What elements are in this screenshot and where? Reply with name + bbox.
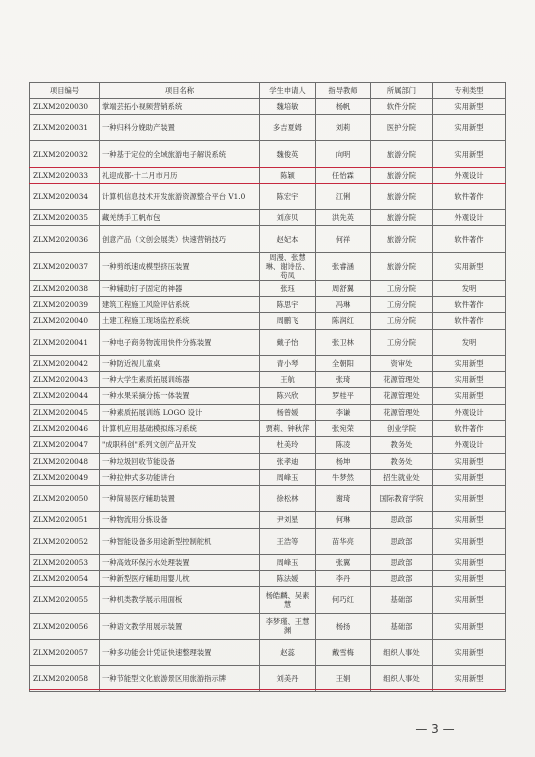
patent-type-cell: 实用新型	[433, 372, 506, 388]
header-department: 所属部门	[371, 83, 433, 99]
project-name-cell: 一种节能型文化旅游景区用旅游指示牌	[100, 665, 260, 691]
table-row	[30, 210, 506, 226]
project-id-cell: ZLXM2020056	[30, 613, 100, 639]
student-cell: 周峰玉	[260, 554, 316, 570]
student-cell: 徐松林	[260, 486, 316, 512]
department-cell: 医护分院	[371, 115, 433, 141]
page-number: — 3 —	[415, 722, 455, 736]
project-name-cell: 一种剪纸速成模型挤压装置	[100, 252, 260, 280]
student-cell: 魏俊英	[260, 141, 316, 167]
project-name-cell: 一种物流用分拣设备	[100, 512, 260, 528]
patent-type-cell: 实用新型	[433, 554, 506, 570]
table-row	[30, 183, 506, 209]
project-id-cell: ZLXM2020049	[30, 469, 100, 485]
project-name-cell: 一种辅助钉子固定的神器	[100, 280, 260, 296]
student-cell: 陈思宇	[260, 296, 316, 312]
patent-type-cell: 实用新型	[433, 486, 506, 512]
patent-type-cell: 外观设计	[433, 404, 506, 420]
patent-type-cell: 发明	[433, 329, 506, 355]
table-row	[30, 388, 506, 404]
patent-type-cell: 实用新型	[433, 665, 506, 691]
table-row	[30, 587, 506, 613]
header-teacher: 指导教师	[316, 83, 371, 99]
teacher-cell: 张琦	[316, 372, 371, 388]
header-student: 学生申请人	[260, 83, 316, 99]
project-id-cell: ZLXM2020037	[30, 252, 100, 280]
student-cell: 周鹏飞	[260, 313, 316, 329]
department-cell: 教务处	[371, 453, 433, 469]
teacher-cell: 张卫林	[316, 329, 371, 355]
header-id: 项目编号	[30, 83, 100, 99]
project-name-cell: 掌端芸拓小视频营销系统	[100, 99, 260, 115]
project-id-cell: ZLXM2020030	[30, 99, 100, 115]
table-body	[30, 99, 506, 692]
project-id-cell: ZLXM2020048	[30, 453, 100, 469]
patent-type-cell: 实用新型	[433, 528, 506, 554]
department-cell: 花源管理处	[371, 388, 433, 404]
project-id-cell: ZLXM2020038	[30, 280, 100, 296]
department-cell: 思政部	[371, 571, 433, 587]
student-cell: 陈宏宇	[260, 183, 316, 209]
department-cell: 国际教育学院	[371, 486, 433, 512]
patent-type-cell: 实用新型	[433, 99, 506, 115]
student-cell: 戴子怡	[260, 329, 316, 355]
department-cell: 旅游分院	[371, 167, 433, 183]
teacher-cell: 何祥	[316, 226, 371, 252]
department-cell: 旅游分院	[371, 210, 433, 226]
table-row	[30, 486, 506, 512]
department-cell: 旅游分院	[371, 226, 433, 252]
project-name-cell: 创意产品（文创会展类）快速营销技巧	[100, 226, 260, 252]
department-cell: 教务处	[371, 437, 433, 453]
teacher-cell: 洪先英	[316, 210, 371, 226]
table-row	[30, 469, 506, 485]
teacher-cell: 何巧红	[316, 587, 371, 613]
teacher-cell: 陈润红	[316, 313, 371, 329]
table-row	[30, 420, 506, 436]
project-id-cell: ZLXM2020044	[30, 388, 100, 404]
project-id-cell: ZLXM2020047	[30, 437, 100, 453]
project-name-cell: 建筑工程施工风险评估系统	[100, 296, 260, 312]
project-name-cell: 一种多功能会计凭证快速整理装置	[100, 639, 260, 665]
patent-type-cell: 软件著作	[433, 420, 506, 436]
project-name-cell: 一种机类教学展示用面板	[100, 587, 260, 613]
patent-type-cell: 实用新型	[433, 141, 506, 167]
patent-type-cell: 软件著作	[433, 183, 506, 209]
department-cell: 工房分院	[371, 313, 433, 329]
header-patent-type: 专利类型	[433, 83, 506, 99]
project-name-cell: 一种素质拓展训练 LOGO 设计	[100, 404, 260, 420]
department-cell: 旅游分院	[371, 252, 433, 280]
project-id-cell: ZLXM2020031	[30, 115, 100, 141]
teacher-cell: 李谦	[316, 404, 371, 420]
teacher-cell: 李丹	[316, 571, 371, 587]
teacher-cell: 牛梦然	[316, 469, 371, 485]
patent-type-cell: 软件著作	[433, 313, 506, 329]
teacher-cell: 任怡霖	[316, 167, 371, 183]
teacher-cell: 江俐	[316, 183, 371, 209]
project-name-cell: 一种简易医疗辅助装置	[100, 486, 260, 512]
department-cell: 花源管理处	[371, 404, 433, 420]
table-row	[30, 99, 506, 115]
patent-type-cell: 软件著作	[433, 226, 506, 252]
project-id-cell: ZLXM2020041	[30, 329, 100, 355]
project-name-cell: 一种水果采摘分拣一体装置	[100, 388, 260, 404]
department-cell: 工房分院	[371, 296, 433, 312]
project-id-cell: ZLXM2020058	[30, 665, 100, 691]
table-row	[30, 329, 506, 355]
project-name-cell: 一种电子商务物流用快件分拣装置	[100, 329, 260, 355]
teacher-cell: 戴雪梅	[316, 639, 371, 665]
project-id-cell: ZLXM2020042	[30, 355, 100, 371]
table-row	[30, 404, 506, 420]
project-id-cell: ZLXM2020053	[30, 554, 100, 570]
teacher-cell: 罗桂平	[316, 388, 371, 404]
department-cell: 基础部	[371, 587, 433, 613]
project-id-cell: ZLXM2020032	[30, 141, 100, 167]
student-cell: 陈兴欣	[260, 388, 316, 404]
table-row	[30, 141, 506, 167]
student-cell: 杜美玲	[260, 437, 316, 453]
project-id-cell: ZLXM2020039	[30, 296, 100, 312]
teacher-cell: 杨扬	[316, 613, 371, 639]
patent-type-cell: 实用新型	[433, 453, 506, 469]
project-id-cell: ZLXM2020040	[30, 313, 100, 329]
project-id-cell: ZLXM2020034	[30, 183, 100, 209]
project-name-cell: 一种拉伸式多功能讲台	[100, 469, 260, 485]
department-cell: 思政部	[371, 512, 433, 528]
department-cell: 旅游分院	[371, 141, 433, 167]
project-name-cell: 计算机应用基础模拟练习系统	[100, 420, 260, 436]
project-id-cell: ZLXM2020045	[30, 404, 100, 420]
student-cell: 王浩等	[260, 528, 316, 554]
student-cell: 杨皓麟、吴素慧	[260, 587, 316, 613]
patent-type-cell: 实用新型	[433, 252, 506, 280]
student-cell: 周峰玉	[260, 469, 316, 485]
table-row	[30, 226, 506, 252]
student-cell: 贾莉、钟秋萍	[260, 420, 316, 436]
student-cell: 青小琴	[260, 355, 316, 371]
table-row	[30, 355, 506, 371]
project-id-cell: ZLXM2020033	[30, 167, 100, 183]
project-id-cell: ZLXM2020051	[30, 512, 100, 528]
project-name-cell: 一种智能设备多用途新型控制舵机	[100, 528, 260, 554]
table-row	[30, 665, 506, 691]
department-cell: 组织人事处	[371, 665, 433, 691]
project-name-cell: 一种大学生素质拓展训练器	[100, 372, 260, 388]
teacher-cell: 冯琳	[316, 296, 371, 312]
department-cell: 创业学院	[371, 420, 433, 436]
project-name-cell: 一种归科分娩助产装置	[100, 115, 260, 141]
project-name-cell: 计算机信息技术开发旅游资源整合平台 V1.0	[100, 183, 260, 209]
teacher-cell: 周舒翼	[316, 280, 371, 296]
teacher-cell: 向明	[316, 141, 371, 167]
student-cell: 杨曾媛	[260, 404, 316, 420]
table-row	[30, 437, 506, 453]
table-row	[30, 296, 506, 312]
project-name-cell: 一种防近视儿童桌	[100, 355, 260, 371]
project-name-cell: 一种垃圾回收节能设备	[100, 453, 260, 469]
department-cell: 花源管理处	[371, 372, 433, 388]
project-name-cell: 土建工程施工现场监控系统	[100, 313, 260, 329]
patent-type-cell: 实用新型	[433, 613, 506, 639]
project-id-cell: ZLXM2020052	[30, 528, 100, 554]
patent-type-cell: 实用新型	[433, 587, 506, 613]
red-highlight-line-bottom	[29, 689, 505, 690]
student-cell: 张珏	[260, 280, 316, 296]
table-row	[30, 528, 506, 554]
patent-type-cell: 软件著作	[433, 296, 506, 312]
department-cell: 工房分院	[371, 280, 433, 296]
table-row	[30, 512, 506, 528]
table-row	[30, 115, 506, 141]
project-name-cell: 礼迎成都-十二月市月历	[100, 167, 260, 183]
patent-type-cell: 实用新型	[433, 115, 506, 141]
teacher-cell: 谢琦	[316, 486, 371, 512]
patent-type-cell: 实用新型	[433, 512, 506, 528]
teacher-cell: 陈凌	[316, 437, 371, 453]
department-cell: 软件分院	[371, 99, 433, 115]
teacher-cell: 张睿涵	[316, 252, 371, 280]
table-row	[30, 554, 506, 570]
project-id-cell: ZLXM2020055	[30, 587, 100, 613]
patent-type-cell: 实用新型	[433, 355, 506, 371]
department-cell: 旅游分院	[371, 183, 433, 209]
project-id-cell: ZLXM2020050	[30, 486, 100, 512]
department-cell: 工房分院	[371, 329, 433, 355]
teacher-cell: 王娟	[316, 665, 371, 691]
teacher-cell: 苗华亮	[316, 528, 371, 554]
student-cell: 陈颖	[260, 167, 316, 183]
patent-type-cell: 实用新型	[433, 388, 506, 404]
project-name-cell: 一种语文教学用展示装置	[100, 613, 260, 639]
student-cell: 魏培敏	[260, 99, 316, 115]
teacher-cell: 张宛荣	[316, 420, 371, 436]
teacher-cell: 全朝阳	[316, 355, 371, 371]
table-row	[30, 372, 506, 388]
patent-type-cell: 发明	[433, 280, 506, 296]
student-cell: 刘彦贝	[260, 210, 316, 226]
project-id-cell: ZLXM2020036	[30, 226, 100, 252]
patent-type-cell: 外观设计	[433, 167, 506, 183]
student-cell: 多吉夏姆	[260, 115, 316, 141]
teacher-cell: 刘莉	[316, 115, 371, 141]
project-id-cell: ZLXM2020035	[30, 210, 100, 226]
department-cell: 思政部	[371, 554, 433, 570]
table-row	[30, 639, 506, 665]
department-cell: 基础部	[371, 613, 433, 639]
table-row	[30, 252, 506, 280]
department-cell: 招生就业处	[371, 469, 433, 485]
student-cell: 赵妃本	[260, 226, 316, 252]
teacher-cell: 张翼	[316, 554, 371, 570]
department-cell: 组织人事处	[371, 639, 433, 665]
project-id-cell: ZLXM2020043	[30, 372, 100, 388]
student-cell: 赵蕊	[260, 639, 316, 665]
student-cell: 尹刘星	[260, 512, 316, 528]
teacher-cell: 杨坤	[316, 453, 371, 469]
red-highlight-line-top	[29, 167, 505, 168]
table-row	[30, 453, 506, 469]
student-cell: 周漫、张慧琳、谢诗岳、苟凤	[260, 252, 316, 280]
table-row	[30, 313, 506, 329]
teacher-cell: 杨帆	[316, 99, 371, 115]
project-id-cell: ZLXM2020046	[30, 420, 100, 436]
teacher-cell: 何琳	[316, 512, 371, 528]
patent-type-cell: 实用新型	[433, 469, 506, 485]
header-name: 项目名称	[100, 83, 260, 99]
patent-type-cell: 实用新型	[433, 571, 506, 587]
table-row	[30, 613, 506, 639]
student-cell: 王航	[260, 372, 316, 388]
department-cell: 思政部	[371, 528, 433, 554]
patent-type-cell: 外观设计	[433, 210, 506, 226]
student-cell: 张孝迪	[260, 453, 316, 469]
table-row	[30, 167, 506, 183]
patent-type-cell: 实用新型	[433, 639, 506, 665]
project-name-cell: 一种新型医疗辅助用婴儿枕	[100, 571, 260, 587]
table-row	[30, 280, 506, 296]
table-header-row	[30, 83, 506, 99]
patent-project-table	[29, 82, 506, 692]
project-name-cell: 一种高效环保污水处理装置	[100, 554, 260, 570]
project-id-cell: ZLXM2020054	[30, 571, 100, 587]
project-id-cell: ZLXM2020057	[30, 639, 100, 665]
project-name-cell: 藏羌绣手工帆布包	[100, 210, 260, 226]
project-name-cell: "成职科创"系列文创产品开发	[100, 437, 260, 453]
student-cell: 李梦瑾、王慧渊	[260, 613, 316, 639]
patent-type-cell: 外观设计	[433, 437, 506, 453]
table-row	[30, 571, 506, 587]
student-cell: 刘美丹	[260, 665, 316, 691]
project-name-cell: 一种基于定位的全域旅游电子解说系统	[100, 141, 260, 167]
department-cell: 资审处	[371, 355, 433, 371]
student-cell: 陈法媛	[260, 571, 316, 587]
